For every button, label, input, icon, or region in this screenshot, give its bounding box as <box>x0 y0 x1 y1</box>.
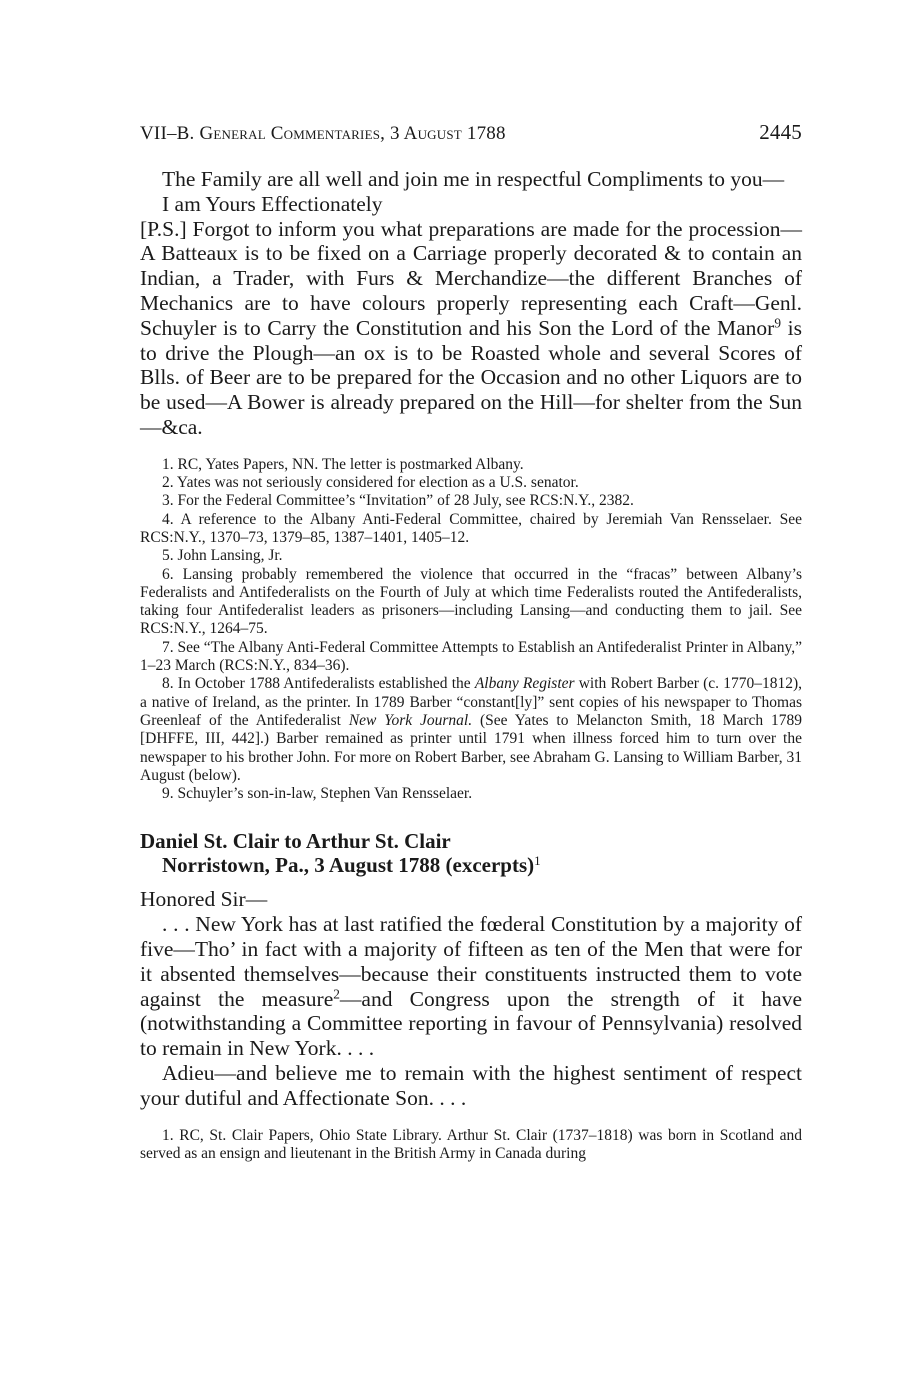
letter-paragraph: The Family are all well and join me in respectful Compliments to you— <box>162 167 785 191</box>
footnote-8 <box>140 675 802 785</box>
postscript-text: [P.S.] Forgot to inform you what preparations are made for the procession—A Batteaux is to be fixed on a Carriage properly decorated & to contain an Indian, a Trader, with Furs & Merchandize—the different Branches of Mechanics are to have colours properly representing each Craft—Genl. Schuyler is to Carry the Constitution and his Son the Lord of the Manor <box>140 216 802 340</box>
footnotes <box>140 448 802 804</box>
footnotes-2 <box>140 1119 802 1164</box>
footnote-5: 5. John Lansing, Jr. <box>162 547 283 565</box>
footnote-8-text-cont: with Robert Barber (c. 1770–1812), a native of Ireland, as the printer. In 1789 Barber “constant[ly]” sent copies of his newspaper to Thomas Greenleaf of the Antifederalist <box>140 675 803 729</box>
letter-section <box>140 829 802 1163</box>
footnote-2: 2. Yates was not seriously considered for election as a U.S. senator. <box>162 474 579 492</box>
footnote-8-text: 8. In October 1788 Antifederalists established the <box>162 675 475 693</box>
footnote-3: 3. For the Federal Committee’s “Invitation” of 28 July, see RCS:N.Y., 2382. <box>162 492 634 510</box>
letter-subheading <box>140 853 802 877</box>
footnote-ref-2: 2 <box>333 986 340 1002</box>
letter-paragraph-2: Adieu—and believe me to remain with the highest sentiment of respect your dutiful and Affectionate Son. . . . <box>140 1060 802 1110</box>
letter-place-date: Norristown, Pa., 3 August 1788 (excerpts) <box>162 853 535 878</box>
running-header <box>140 120 802 145</box>
letter-closing: I am Yours Effectionately <box>162 191 383 216</box>
newspaper-title-2: New York Journal. <box>348 711 473 729</box>
footnote-ref-1: 1 <box>534 853 541 869</box>
letter-text-cont: —and Congress upon the strength of it have (notwithstanding a Committee reporting in favour of Pennsylvania) resolved to remain in New York. . . . <box>140 986 803 1061</box>
document-page <box>140 120 802 1163</box>
footnote-4: 4. A reference to the Albany Anti-Federal Committee, chaired by Jeremiah Van Rensselaer. See RCS:N.Y., 1370–73, 1379–85, 1387–1401, 1405–12. <box>140 510 802 546</box>
running-title: VII–B. General Commentaries, 3 August 1788 <box>140 123 506 144</box>
footnote-7: 7. See “The Albany Anti-Federal Committee Attempts to Establish an Antifederalist Printer in Albany,” 1–23 March (RCS:N.Y., 834–36). <box>140 638 802 675</box>
newspaper-title: Albany Register <box>474 675 575 693</box>
postscript <box>140 217 802 440</box>
salutation: Honored Sir— <box>140 887 268 912</box>
page-number: 2445 <box>759 120 802 144</box>
footnote-1: 1. RC, Yates Papers, NN. The letter is postmarked Albany. <box>162 455 524 473</box>
footnote-9: 9. Schuyler’s son-in-law, Stephen Van Rensselaer. <box>162 785 473 803</box>
letter-heading: Daniel St. Clair to Arthur St. Clair <box>140 829 451 854</box>
postscript-text-cont: is to drive the Plough—an ox is to be Roasted whole and several Scores of Blls. of Beer are to be prepared for the Occasion and no other Liquors are to be used—A Bower is already prepared on the Hill—for shelter from the Sun—&ca. <box>140 315 803 439</box>
letter-text: . . . New York has at last ratified the fœderal Constitution by a majority of five—Tho’ in fact with a majority of fifteen as ten of the Men that were for it absented themselves—because their constituents instructed them to vote against the measure <box>140 912 802 1011</box>
footnote-6: 6. Lansing probably remembered the violence that occurred in the “fracas” between Albany’s Federalists and Antifederalists on the Fourth of July at which time Federalists routed the Antifederalists, taking four Antifederalist leaders as prisoners—including Lansing—and conducting them to jail. See RCS:N.Y., 1264–75. <box>140 565 802 638</box>
footnote-8-text-end: (See Yates to Melancton Smith, 18 March 1789 [DHFFE, III, 442].) Barber remained as printer until 1791 when illness forced him to turn over the newspaper to his brother John. For more on Robert Barber, see Abraham G. Lansing to William Barber, 31 August (below). <box>140 711 802 784</box>
letter-paragraph <box>140 912 802 1061</box>
footnote-1: 1. RC, St. Clair Papers, Ohio State Library. Arthur St. Clair (1737–1818) was born in Scotland and served as an ensign and lieutenant in the British Army in Canada during <box>140 1126 802 1162</box>
footnote-ref-9: 9 <box>774 315 782 331</box>
